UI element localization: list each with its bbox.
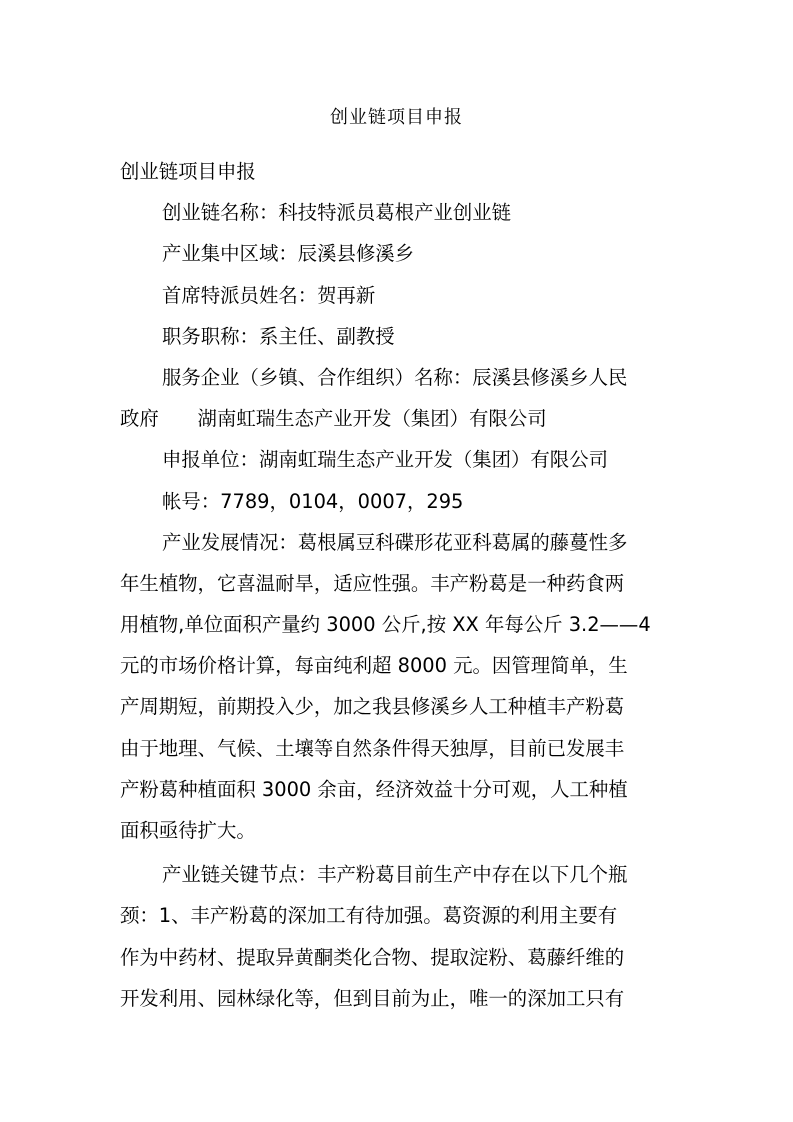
paragraph-line: 产周期短，前期投入少，加之我县修溪乡人工种植丰产粉葛 [120, 695, 625, 719]
field-account-number: 帐号：7789，0104，0007，295 [162, 489, 464, 513]
paragraph-line: 由于地理、气候、土壤等自然条件得天独厚，目前已发展丰 [120, 736, 625, 760]
paragraph-line: 产业链关键节点：丰产粉葛目前生产中存在以下几个瓶 [162, 863, 628, 887]
field-service-enterprise-cont: 政府 湖南虹瑞生态产业开发（集团）有限公司 [120, 407, 547, 431]
paragraph-line: 年生植物，它喜温耐旱，适应性强。丰产粉葛是一种药食两 [120, 571, 625, 595]
body-heading: 创业链项目申报 [120, 160, 256, 183]
document-body [120, 156, 680, 1024]
document-title: 创业链项目申报 [330, 107, 463, 128]
paragraph-line: 产粉葛种植面积 3000 余亩，经济效益十分可观，人工种植 [120, 777, 628, 801]
paragraph-line: 作为中药材、提取异黄酮类化合物、提取淀粉、葛藤纤维的 [120, 945, 625, 969]
paragraph-line: 用植物,单位面积产量约 3000 公斤,按 XX 年每公斤 3.2——4 [120, 613, 651, 637]
field-chief-name: 首席特派员姓名：贺再新 [162, 283, 376, 307]
paragraph-line: 颈：1、丰产粉葛的深加工有待加强。葛资源的利用主要有 [120, 904, 618, 928]
paragraph-line: 产业发展情况：葛根属豆科碟形花亚科葛属的藤蔓性多 [162, 530, 628, 554]
field-position-title: 职务职称：系主任、副教授 [162, 324, 395, 348]
field-applicant-unit: 申报单位：湖南虹瑞生态产业开发（集团）有限公司 [162, 448, 608, 472]
field-service-enterprise: 服务企业（乡镇、合作组织）名称：辰溪县修溪乡人民 [162, 365, 628, 389]
field-region: 产业集中区域：辰溪县修溪乡 [162, 242, 415, 266]
paragraph-line: 元的市场价格计算，每亩纯利超 8000 元。因管理简单，生 [120, 654, 628, 678]
field-chain-name: 创业链名称：科技特派员葛根产业创业链 [162, 201, 512, 225]
paragraph-line: 面积亟待扩大。 [120, 819, 256, 842]
paragraph-line: 开发利用、园林绿化等，但到目前为止，唯一的深加工只有 [120, 986, 625, 1010]
